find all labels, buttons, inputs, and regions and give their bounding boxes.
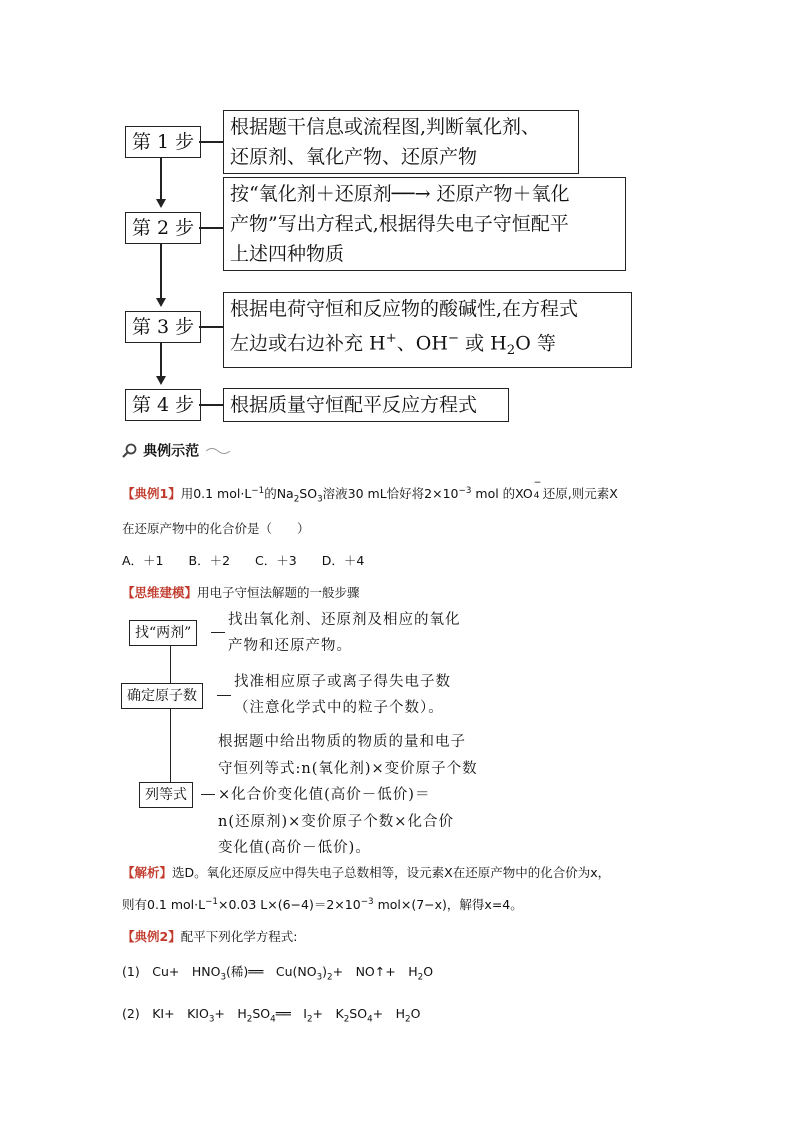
example-tag: 【典例1】 xyxy=(122,486,181,501)
text-seg: 则有0.1 mol·L xyxy=(122,897,206,912)
decoration-icon xyxy=(204,445,234,457)
text-seg: SO xyxy=(349,1006,368,1021)
text-seg: 或 H xyxy=(459,332,507,355)
subscript: 3 xyxy=(208,1014,215,1025)
subscript: 2 xyxy=(327,972,333,983)
text-seg: mol 的XO xyxy=(471,486,533,501)
subscript: 3 xyxy=(316,972,323,983)
charge: − xyxy=(447,331,460,346)
connector xyxy=(217,695,231,696)
subscript: 3 xyxy=(317,494,323,505)
text-line: n(还原剂)×变价原子个数×化合价 xyxy=(218,813,454,830)
text-seg: Cu+ HNO xyxy=(152,964,221,979)
desc-line xyxy=(230,324,625,366)
desc-line: 产物”写出方程式,根据得失电子守恒配平 xyxy=(230,213,569,235)
step-4-label: 第 4 步 xyxy=(125,389,201,421)
text-line: 变化值(高价－低价)。 xyxy=(218,840,371,856)
subscript: 2 xyxy=(506,343,516,359)
subscript: 2 xyxy=(293,494,300,505)
text-line: ×化合价变化值(高价－低价)＝ xyxy=(218,787,431,803)
eq-number: (2) xyxy=(122,1006,140,1021)
text-seg: 左边或右边补充 H xyxy=(230,332,386,355)
connector xyxy=(170,644,171,684)
subscript: 4 xyxy=(533,491,540,501)
example1-question-line1 xyxy=(122,478,618,505)
example1-question-line2: 在还原产物中的化合价是（ ） xyxy=(122,521,310,536)
connector xyxy=(199,404,223,406)
model-box-equation: 列等式 xyxy=(139,782,193,808)
text-seg: ×0.03 L×(6−4)＝2×10 xyxy=(218,897,361,912)
model-text-1 xyxy=(228,607,461,659)
step-3-description xyxy=(223,292,632,368)
text-seg: 选D。氧化还原反应中得失电子总数相等，设元素X在还原产物中的化合价为x， xyxy=(172,865,611,880)
text-line: 守恒列等式:n(氧化剂)×变价原子个数 xyxy=(218,760,478,777)
superscript: −3 xyxy=(458,485,472,496)
example2-heading xyxy=(122,927,297,945)
superscript: −1 xyxy=(251,485,265,496)
text-seg: + H xyxy=(214,1006,247,1021)
arrow-line xyxy=(160,342,162,376)
arrow-line xyxy=(160,243,162,298)
text-seg: SO xyxy=(299,486,318,501)
text-seg: O xyxy=(410,1006,421,1021)
text-line: （注意化学式中的粒子个数）。 xyxy=(234,700,444,716)
text-seg: O 等 xyxy=(515,332,556,355)
step-2-description xyxy=(223,177,626,271)
text-line: 根据题中给出物质的物质的量和电子 xyxy=(218,734,466,750)
subscript: 4 xyxy=(367,1014,373,1025)
section-title: 典例示范 xyxy=(143,443,200,460)
text-seg: + H xyxy=(372,1006,406,1021)
model-text-2 xyxy=(234,669,451,721)
step-4-description xyxy=(223,388,509,422)
desc-line: 根据题干信息或流程图,判断氧化剂、 xyxy=(230,116,541,138)
equation-2 xyxy=(122,1004,420,1025)
arrow-line xyxy=(160,157,162,199)
subscript: 4 xyxy=(270,1014,276,1025)
connector xyxy=(170,707,171,783)
subscript: 2 xyxy=(417,972,424,983)
text-line: 找出氧化剂、还原剂及相应的氧化 xyxy=(228,612,461,628)
step-1-label: 第 1 步 xyxy=(125,126,201,158)
subscript: 3 xyxy=(220,972,227,983)
superscript: − xyxy=(533,478,542,488)
step-2-label: 第 2 步 xyxy=(125,212,201,244)
text-seg: 还原,则元素X xyxy=(542,486,618,501)
text-seg: + K xyxy=(312,1006,344,1021)
model-text-3 xyxy=(218,729,478,862)
desc-line: 根据质量守恒配平反应方程式 xyxy=(230,394,478,416)
connector xyxy=(211,632,225,633)
ion-charge xyxy=(533,478,543,501)
model-tag: 【思维建模】 xyxy=(122,585,198,600)
text-seg: 配平下列化学方程式: xyxy=(180,929,298,944)
desc-line: 还原剂、氧化产物、还原产物 xyxy=(230,146,478,168)
analysis-line1 xyxy=(122,863,610,881)
text-line: 产物和还原产物。 xyxy=(228,638,352,654)
text-seg: O xyxy=(423,964,434,979)
text-seg: (稀)══ Cu(NO xyxy=(226,964,317,979)
eq-number: (1) xyxy=(122,964,140,979)
text-seg: mol×(7−x)，解得x=4。 xyxy=(373,897,523,912)
arrow-down-icon xyxy=(156,298,166,307)
text-line: 找准相应原子或离子得失电子数 xyxy=(234,674,451,690)
example-tag: 【典例2】 xyxy=(122,929,181,944)
connector xyxy=(201,794,215,795)
analysis-tag: 【解析】 xyxy=(122,865,173,880)
text-seg: KI+ KIO xyxy=(152,1006,209,1021)
step-1-description xyxy=(223,110,579,174)
example1-options: A．＋1 B．＋2 C．＋3 D．＋4 xyxy=(122,553,365,568)
text-seg: ══ I xyxy=(275,1006,307,1021)
text-seg: 溶液30 mL恰好将2×10 xyxy=(322,486,459,501)
superscript: −3 xyxy=(360,896,374,907)
subscript: 2 xyxy=(343,1014,350,1025)
connector xyxy=(199,227,223,229)
text-seg: SO xyxy=(252,1006,271,1021)
analysis-line2 xyxy=(122,895,523,913)
text-seg: + NO↑+ H xyxy=(332,964,418,979)
model-heading xyxy=(122,583,360,601)
subscript: 2 xyxy=(306,1014,313,1025)
desc-line: 按“氧化剂＋还原剂──→ 还原产物＋氧化 xyxy=(230,183,570,205)
step-3-label: 第 3 步 xyxy=(125,311,201,343)
model-title: 用电子守恒法解题的一般步骤 xyxy=(197,585,360,600)
model-box-atoms: 确定原子数 xyxy=(121,683,203,709)
arrow-down-icon xyxy=(156,376,166,385)
magnifier-icon xyxy=(122,443,138,459)
desc-line: 上述四种物质 xyxy=(230,243,345,265)
charge: + xyxy=(385,331,397,346)
text-seg: 用0.1 mol·L xyxy=(180,486,252,501)
superscript: −1 xyxy=(205,896,218,907)
subscript: 2 xyxy=(405,1014,411,1025)
desc-line: 根据电荷守恒和反应物的酸碱性,在方程式 xyxy=(230,298,579,320)
section-heading xyxy=(122,440,234,461)
equation-1 xyxy=(122,962,433,983)
text-seg: 、OH xyxy=(396,332,448,355)
subscript: 2 xyxy=(246,1014,253,1025)
connector xyxy=(199,326,223,328)
text-seg: ) xyxy=(322,964,328,979)
text-seg: 的Na xyxy=(264,486,294,501)
connector xyxy=(199,141,223,143)
model-box-find-agents: 找“两剂” xyxy=(129,620,197,646)
arrow-down-icon xyxy=(156,199,166,208)
